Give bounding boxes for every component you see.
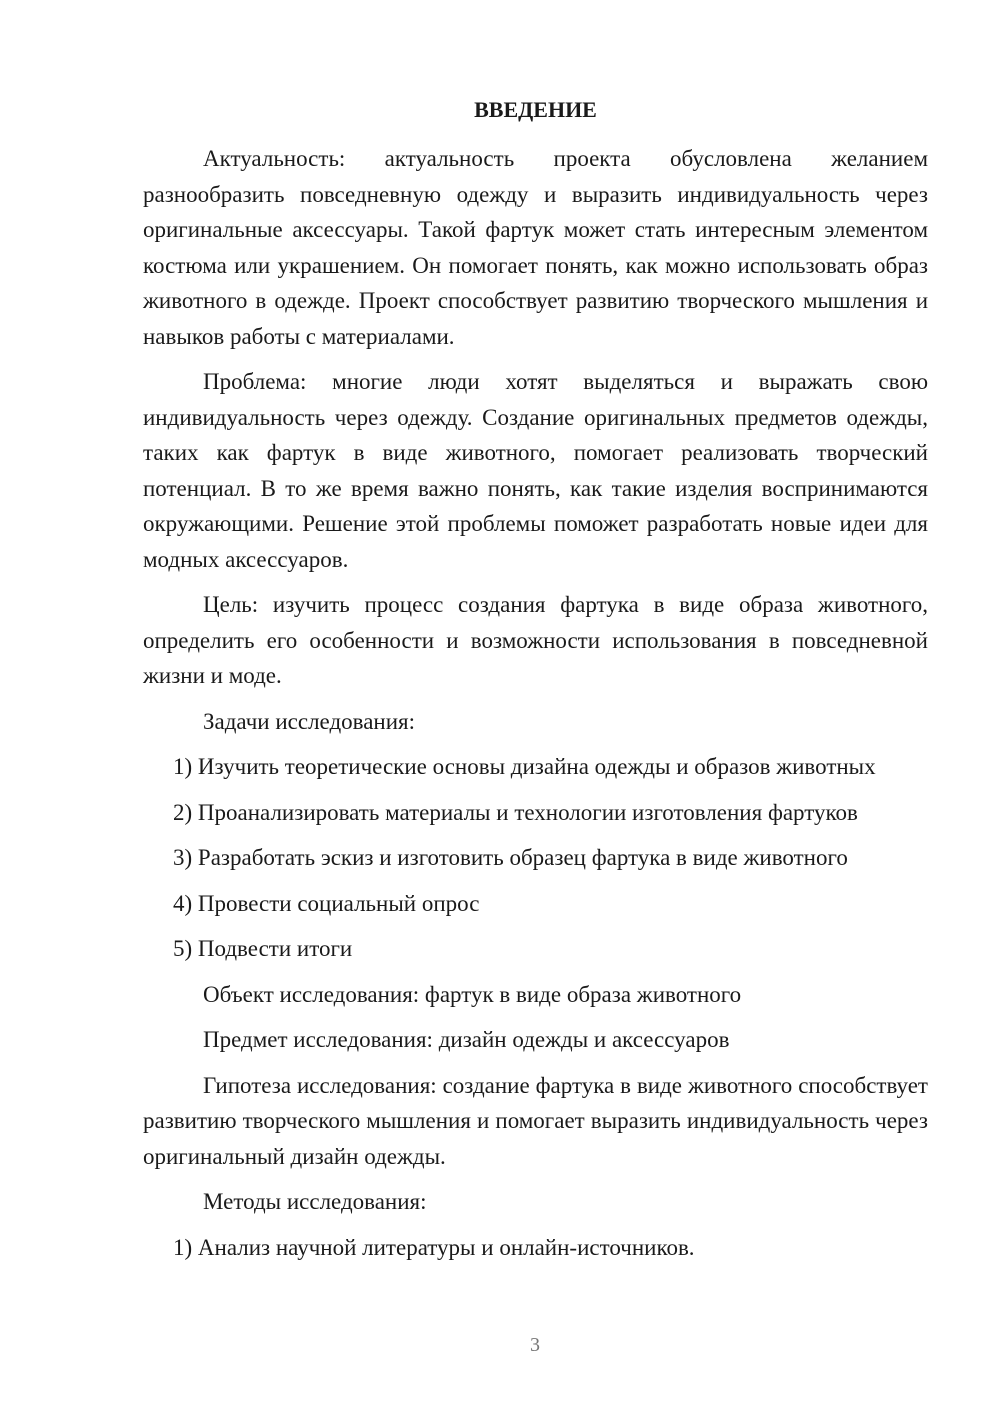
paragraph-relevance: Актуальность: актуальность проекта обусловлена желанием разнообразить повседневную одежду и выразить индивидуальность через оригинальные аксессуары. Такой фартук может стать интересным элементом костюма или украшением. Он помогает понять, как можно использовать образ животного в одежде. Проект способствует развитию творческого мышления и навыков работы с материалами.: [143, 146, 928, 349]
document-page: [143, 92, 928, 1275]
task-item-1: 1) Изучить теоретические основы дизайна одежды и образов животных: [173, 754, 876, 779]
methods-heading: Методы исследования:: [203, 1189, 427, 1214]
task-item-4: 4) Провести социальный опрос: [173, 890, 480, 916]
tasks-heading: Задачи исследования:: [203, 708, 416, 734]
task-item-2: 2) Проанализировать материалы и технологии изготовления фартуков: [173, 799, 858, 825]
paragraph-problem: Проблема: многие люди хотят выделяться и выражать свою индивидуальность через одежду. Создание оригинальных предметов одежды, таких как фартук в виде животного, помогает реализовать творческий потенциал. В то же время важно понять, как такие изделия воспринимаются окружающими. Решение этой проблемы поможет разработать новые идеи для модных аксессуаров.: [143, 369, 928, 572]
paragraph-object: Объект исследования: фартук в виде образа животного: [203, 981, 742, 1007]
page-number: 3: [530, 1334, 540, 1356]
paragraph-hypothesis: Гипотеза исследования: создание фартука в виде животного способствует развитию творческого мышления и помогает выразить индивидуальность через оригинальный дизайн одежды.: [143, 1072, 928, 1169]
task-item-5: 5) Подвести итоги: [173, 936, 353, 961]
method-item-1: 1) Анализ научной литературы и онлайн-источников.: [173, 1234, 695, 1260]
task-item-3: 3) Разработать эскиз и изготовить образец фартука в виде животного: [173, 845, 848, 870]
paragraph-subject: Предмет исследования: дизайн одежды и аксессуаров: [203, 1027, 730, 1052]
paragraph-goal: Цель: изучить процесс создания фартука в виде образа животного, определить его особенности и возможности использования в повседневной жизни и моде.: [143, 592, 928, 688]
page-title: ВВЕДЕНИЕ: [474, 97, 597, 122]
